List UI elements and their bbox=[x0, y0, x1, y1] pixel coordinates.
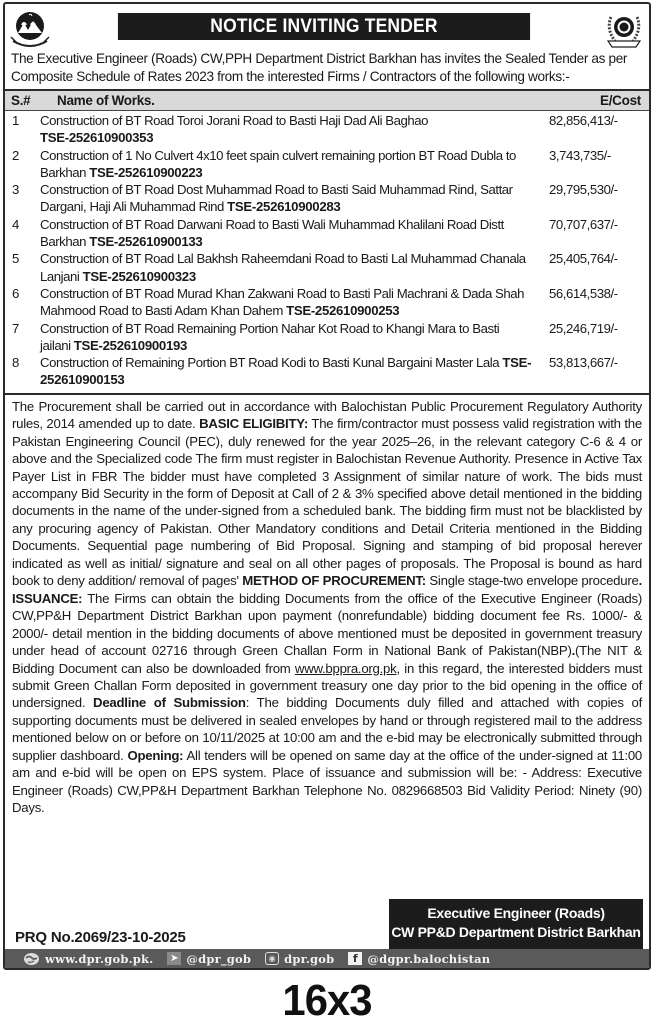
notice-header bbox=[5, 4, 649, 51]
tender-id: TSE-252610900193 bbox=[73, 337, 188, 353]
table-row bbox=[5, 216, 649, 251]
tender-id: TSE-252610900353 bbox=[40, 130, 154, 146]
facebook-icon: f bbox=[348, 952, 362, 965]
row-serial: 3 bbox=[12, 182, 19, 198]
signatory-box bbox=[389, 899, 643, 949]
header-serial: S.# bbox=[11, 93, 31, 108]
row-work-name: Construction of BT Road Toroi Jorani Road to Basti Haji Dad Ali Baghao TSE-252610900353 bbox=[40, 113, 429, 146]
opening-text: All tenders will be opened on same day at the office of the under-signed at 11:00 am and e-bid will be open on EPS system. Place of issuance and submission will be: - Address: Executive Engineer (Roads) CW,PP&H Department Barkhan Telephone No. 0829668503 Bid Validity Period: Ninety (90) Days. bbox=[12, 747, 642, 816]
table-row bbox=[5, 285, 649, 320]
social-links-band bbox=[5, 949, 649, 968]
issuance-heading: ISSUANCE: bbox=[12, 590, 83, 606]
table-row bbox=[5, 112, 649, 147]
globe-icon bbox=[23, 952, 40, 966]
tender-id: TSE-252610900223 bbox=[89, 164, 203, 180]
download-text: (The NIT & Bidding Document can also be downloaded from bbox=[12, 643, 642, 676]
method-text: Single stage-two envelope procedure bbox=[429, 573, 639, 589]
works-table bbox=[5, 89, 649, 389]
signatory-title: Executive Engineer (Roads) bbox=[427, 905, 605, 921]
row-cost: 56,614,538/- bbox=[549, 285, 618, 301]
instagram-link[interactable]: ◉ dpr.gob bbox=[265, 952, 334, 966]
signatory-department: CW PP&D Department District Barkhan bbox=[391, 924, 641, 940]
method-heading: METHOD OF PROCUREMENT: bbox=[242, 573, 426, 589]
row-work-name: Construction of BT Road Lal Bakhsh Raheemdani Road to Basti Lal Muhammad Chanala Lanjani TSE-252610900323 bbox=[40, 251, 526, 284]
row-serial: 7 bbox=[12, 320, 19, 336]
row-work-name: Construction of BT Road Murad Khan Zakwani Road to Basti Pali Machrani & Dada Shah Mahmood Road to Basti Adam Khan Dahem TSE-252610900253 bbox=[40, 285, 525, 319]
row-work-name: Construction of Remaining Portion BT Road Kodi to Basti Kunal Bargaini Master Lala TSE-252610900153 bbox=[40, 355, 532, 388]
row-work-name: Construction of BT Road Darwani Road to Basti Wali Muhammad Khalilani Road Distt Barkhan TSE-252610900133 bbox=[40, 216, 504, 250]
download-suffix-text: , in this regard, the interested bidders must submit Green Challan Form deposited in government treasury one day prior to the bid opening in the office of undersigned. bbox=[12, 660, 642, 711]
twitter-link[interactable]: ➤ @dpr_gob bbox=[167, 952, 251, 966]
tender-id: TSE-252610900283 bbox=[227, 199, 341, 215]
row-cost: 70,707,637/- bbox=[549, 216, 618, 232]
procurement-rules-text: The Procurement shall be carried out in accordance with Balochistan Public Procurement Regulatory Authority rules, 2014 amended up to date. bbox=[12, 398, 642, 432]
department-emblem-icon bbox=[603, 7, 645, 51]
header-name-of-works: Name of Works. bbox=[57, 93, 155, 108]
government-emblem-icon bbox=[9, 7, 51, 51]
eligibility-heading: BASIC ELIGIBITY: bbox=[199, 416, 308, 432]
tender-id: TSE-252610900253 bbox=[286, 303, 400, 319]
row-cost: 29,795,530/- bbox=[549, 182, 618, 198]
signature-area bbox=[5, 891, 649, 949]
tender-id: TSE-252610900153 bbox=[40, 355, 532, 388]
row-cost: 25,246,719/- bbox=[549, 320, 618, 336]
page-title: NOTICE INVITING TENDER bbox=[118, 13, 530, 40]
eligibility-text: The firm/contractor must possess valid registration with the Pakistan Engineering Council (PEC), duly renewed for the year 2025–26, in the relevant category C-6 & 4 or above and the Specialized code The firm must register in Balochistan Revenue Authority. Presence in Active Tax Payer List in FBR The bidder must have completed 3 Assignment of similar nature of work. The bids must accompany Bid Security in the form of Deposit at Call of 2 & 3% specified above detail mentioned in the bidding documents in the name of the under-signed from a scheduled bank. The bidding firm must not be blacklisted by any procuring agency of Pakistan. Other Mandatory conditions and Detail Criteria mentioned in the Bidding Documents. Sequential page numbering of Bid Proposal. Signing and stamping of bid proposal herever indicated as well as initial/ signature and seal on all other pages of proposals. The Proposal is bound as hard book to deny addition/ removal of pages' bbox=[12, 416, 642, 589]
prq-number: PRQ No.2069/23-10-2025 bbox=[15, 929, 186, 946]
tender-id: TSE-252610900323 bbox=[82, 268, 196, 284]
instagram-icon: ◉ bbox=[265, 952, 279, 965]
issuance-text: The Firms can obtain the bidding Documents from the office of the Executive Engineer (Roads) CW,PP&H Department District Barkhan upon payment (nonrefundable) bidding document fee Rs. 1000/- & 2000/- detail mention in the bidding documents of above mentioned must be deposited in government treasury under head of account 02716 through Green Challan Form in National Bank of Pakistan(NBP) bbox=[12, 590, 642, 659]
row-serial: 8 bbox=[12, 355, 19, 371]
row-cost: 3,743,735/- bbox=[549, 147, 611, 163]
website-link[interactable]: www.dpr.gob.pk. bbox=[23, 952, 153, 966]
table-row bbox=[5, 181, 649, 216]
bppra-link[interactable]: www.bppra.org.pk bbox=[294, 660, 397, 676]
table-row bbox=[5, 354, 649, 389]
terms-and-conditions: The Procurement shall be carried out in accordance with Balochistan Public Procurement Regulatory Authority rules, 2014 amended up to date. BASIC ELIGIBITY: The firm/contractor must possess valid registration with the Pakistan Engineering Council (PEC), duly renewed for the year 2025–26, in the relevant category C-6 & 4 or above and the Specialized code The firm must register in Balochistan Revenue Authority. Presence in Active Tax Payer List in FBR The bidder must have completed 3 Assignment of similar nature of work. The bids must accompany Bid Security in the form of Deposit at Call of 2 & 3% specified above detail mentioned in the bidding documents in the name of the under-signed from a scheduled bank. The bidding firm must not be blacklisted by any procuring agency of Pakistan. Other Mandatory conditions and Detail Criteria mentioned in the Bidding Documents. Sequential page numbering of Bid Proposal. Signing and stamping of bid proposal herever indicated as well as initial/ signature and seal on all other pages of proposals. The Proposal is bound as hard book to deny addition/ removal of pages' METHOD OF PROCUREMENT: Single stage-two envelope procedure. ISSUANCE: The Firms can obtain the bidding Documents from the office of the Executive Engineer (Roads) CW,PP&H Department District Barkhan upon payment (nonrefundable) bidding document fee Rs. 1000/- & 2000/- detail mention in the bidding documents of above mentioned must be deposited in government treasury under head of account 02716 through Green Challan Form in National Bank of Pakistan(NBP).(The NIT & Bidding Document can also be downloaded from www.bppra.org.pk, in this regard, the interested bidders must submit Green Challan Form deposited in government treasury one day prior to the bid opening in the office of undersigned. Deadline of Submission: The bidding Documents duly filled and attached with copies of supporting documents must be delivered in sealed envelopes by hand or through registered mail to the address mentioned below on or before on 10/11/2025 at 10:00 am and the e-bid may be electronically submitted through supplier dashboard. Opening: All tenders will be opened on same day at the office of the under-signed at 11:00 am and e-bid will be open on EPS system. Place of issuance and submission will be: - Address: Executive Engineer (Roads) CW,PP&H Department Barkhan Telephone No. 0829668503 Bid Validity Period: Ninety (90) Days. bbox=[5, 393, 649, 817]
tender-notice bbox=[3, 2, 651, 970]
table-row bbox=[5, 250, 649, 285]
works-table-body bbox=[5, 111, 649, 389]
row-work-name: Construction of BT Road Remaining Portion Nahar Kot Road to Khangi Mara to Basti jailani TSE-252610900193 bbox=[40, 320, 500, 353]
deadline-text: : The bidding Documents duly filled and attached with copies of supporting documents must be delivered in sealed envelopes by hand or through registered mail to the address mentioned below on or before on 10/11/2025 at 10:00 am and the e-bid may be electronically submitted through supplier dashboard. bbox=[12, 695, 643, 763]
row-cost: 53,813,667/- bbox=[549, 355, 618, 371]
row-serial: 5 bbox=[12, 251, 19, 267]
deadline-heading: Deadline of Submission bbox=[93, 695, 246, 711]
row-cost: 25,405,764/- bbox=[549, 251, 618, 267]
row-serial: 2 bbox=[12, 147, 19, 163]
row-serial: 4 bbox=[12, 216, 19, 232]
tender-id: TSE-252610900133 bbox=[89, 234, 203, 250]
intro-text: The Executive Engineer (Roads) CW,PPH Department District Barkhan has invites the Sealed Tender as per Composite Schedule of Rates 2023 from the interested Firms / Contractors of the following works:- bbox=[11, 51, 628, 84]
twitter-icon: ➤ bbox=[167, 952, 181, 965]
row-serial: 1 bbox=[12, 113, 19, 128]
header-estimated-cost: E/Cost bbox=[600, 93, 641, 108]
row-work-name: Construction of 1 No Culvert 4x10 feet spain culvert remaining portion BT Road Dubla to Barkhan TSE-252610900223 bbox=[40, 147, 516, 180]
row-serial: 6 bbox=[12, 285, 19, 301]
row-cost: 82,856,413/- bbox=[549, 113, 618, 128]
row-work-name: Construction of BT Road Dost Muhammad Road to Basti Said Muhammad Rind, Sattar Dargani, Haji Ali Muhammad Rind TSE-252610900283 bbox=[40, 182, 513, 215]
facebook-link[interactable]: f @dgpr.balochistan bbox=[348, 952, 490, 966]
table-row bbox=[5, 320, 649, 355]
opening-heading: Opening: bbox=[127, 747, 184, 763]
works-table-header bbox=[5, 91, 649, 111]
table-row bbox=[5, 147, 649, 182]
ad-size-label: 16x3 bbox=[282, 976, 372, 1024]
